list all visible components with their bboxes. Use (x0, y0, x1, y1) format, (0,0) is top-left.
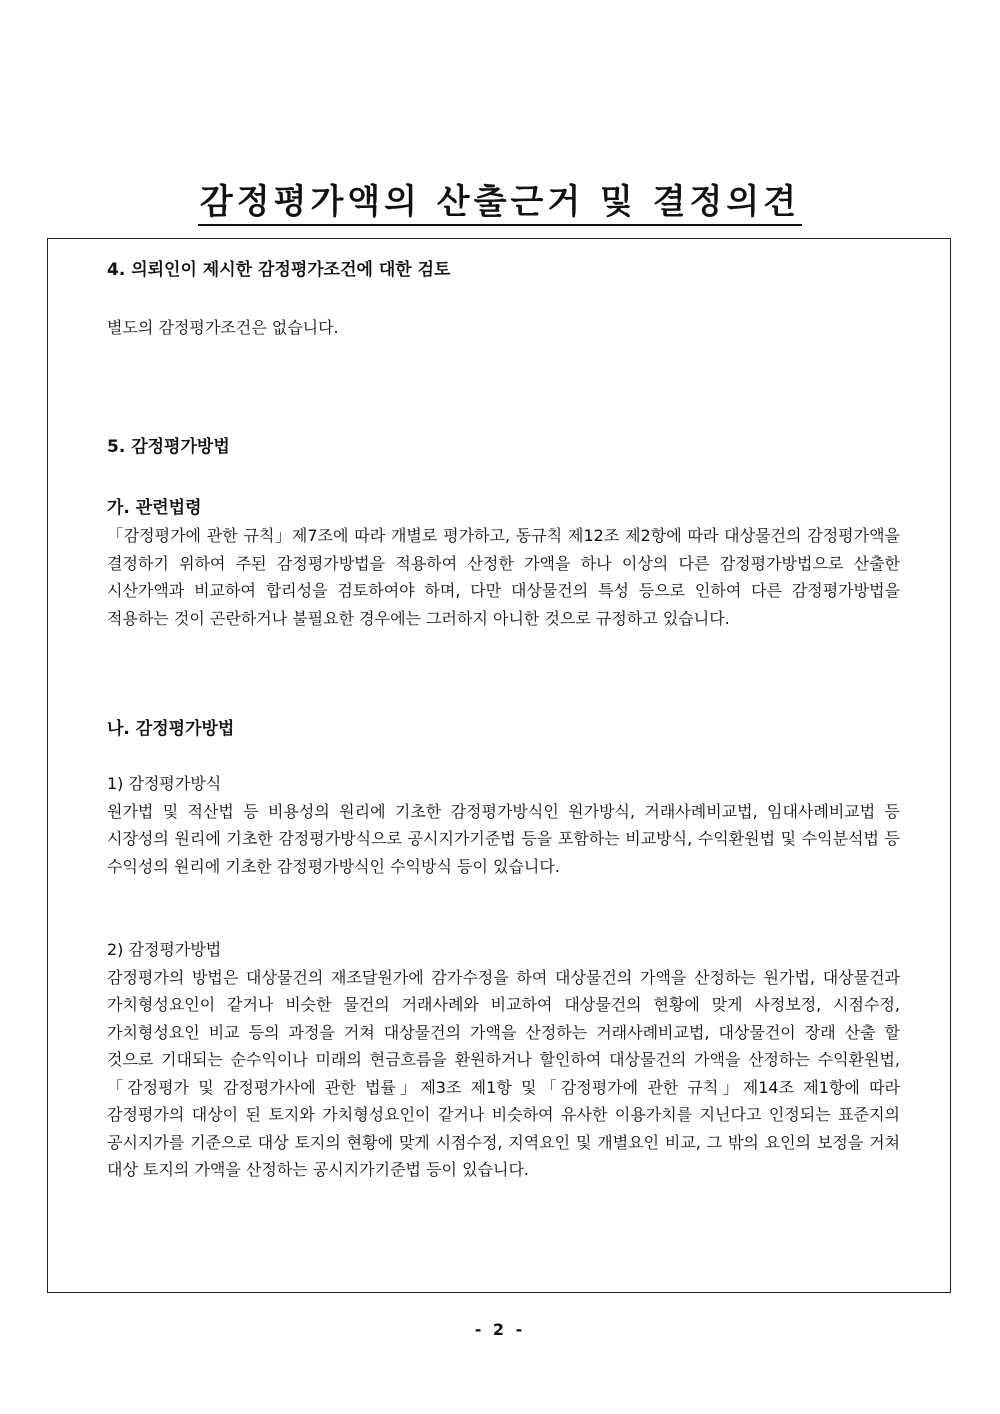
section-4 (107, 256, 900, 284)
subsection-b-item-2 (107, 936, 900, 1184)
subsection-b (107, 715, 900, 743)
subsection-b-item-1 (107, 770, 900, 880)
section-4-heading: 4. 의뢰인이 제시한 감정평가조건에 대한 검토 (107, 260, 451, 280)
page-number: - 2 - (474, 1320, 526, 1339)
section-4-body: 별도의 감정평가조건은 없습니다. (107, 318, 339, 337)
section-4-body-block (107, 314, 900, 342)
section-5-heading: 5. 감정평가방법 (107, 437, 230, 457)
item-2-body: 감정평가의 방법은 대상물건의 재조달원가에 감가수정을 하여 대상물건의 가액을 산정하는 원가법, 대상물건과 가치형성요인이 같거나 비슷한 물건의 거래사례와 비교하여 대상물건의 현황에 맞게 사정보정, 시점수정, 가치형성요인 비교 등의 과정을 거쳐 대상물건의 가액을 산정하는 거래사례비교법, 대상물건이 장래 산출 할 것으로 기대되는 순수익이나 미래의 현금흐름을 환원하거나 할인하여 대상물건의 가액을 산정하는 수익환원법,「감정평가 및 감정평가사에 관한 법률」제3조 제1항 및「감정평가에 관한 규칙」제14조 제1항에 따라 감정평가의 대상이 된 토지와 가치형성요인이 같거나 비슷하여 유사한 이용가치를 지닌다고 인정되는 표준지의 공시지가를 기준으로 대상 토지의 현황에 맞게 시점수정, 지역요인 및 개별요인 비교, 그 밖의 요인의 보정을 거쳐 대상 토지의 가액을 산정하는 공시지가기준법 등이 있습니다. (107, 967, 900, 1179)
subsection-a (107, 494, 900, 632)
item-2-label: 2) 감정평가방법 (107, 940, 222, 959)
item-1-body: 원가법 및 적산법 등 비용성의 원리에 기초한 감정평가방식인 원가방식, 거래사례비교법, 임대사례비교법 등 시장성의 원리에 기초한 감정평가방식으로 공시지가기준법 등을 포함하는 비교방식, 수익환원법 및 수익분석법 등 수익성의 원리에 기초한 감정평가방식인 수익방식 등이 있습니다. (107, 801, 900, 876)
page-title-text: 감정평가액의 산출근거 및 결정의견 (198, 180, 802, 226)
page-title (0, 180, 1000, 226)
subsection-a-body: 「감정평가에 관한 규칙」제7조에 따라 개별로 평가하고, 동규칙 제12조 제2항에 따라 대상물건의 감정평가액을 결정하기 위하여 주된 감정평가방법을 적용하여 산정한 가액을 하나 이상의 다른 감정평가방법으로 산출한 시산가액과 비교하여 합리성을 검토하여야 하며, 다만 대상물건의 특성 등으로 인하여 다른 감정평가방법을 적용하는 것이 곤란하거나 불필요한 경우에는 그러하지 아니한 것으로 규정하고 있습니다. (107, 526, 900, 628)
section-5 (107, 433, 900, 461)
subsection-b-heading: 나. 감정평가방법 (107, 719, 235, 739)
subsection-a-heading: 가. 관련법령 (107, 498, 202, 518)
item-1-label: 1) 감정평가방식 (107, 774, 222, 793)
